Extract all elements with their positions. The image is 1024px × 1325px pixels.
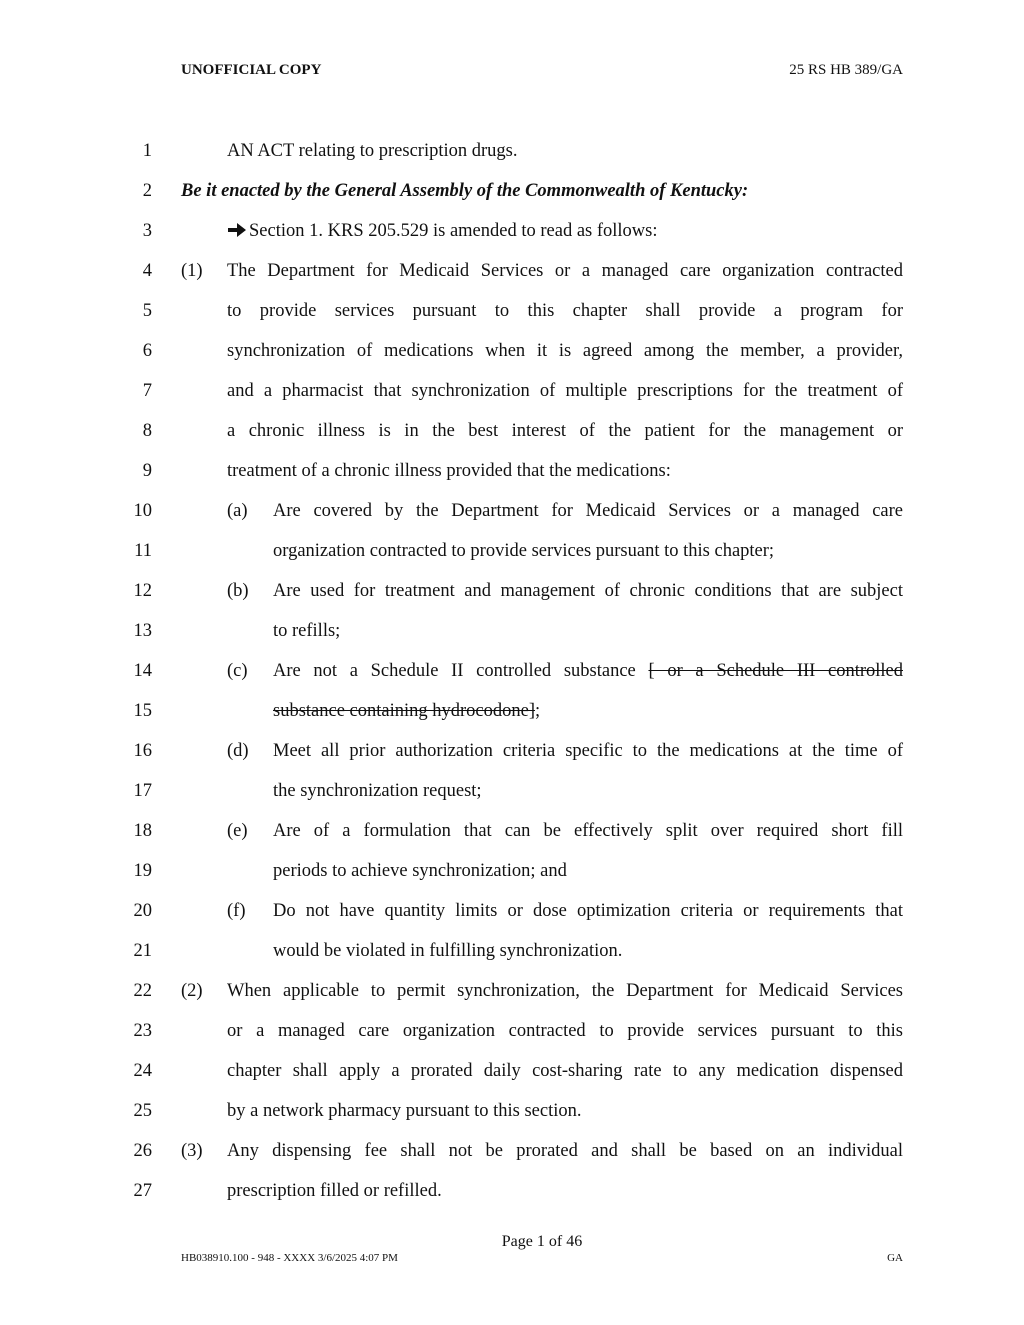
document-line [0, 498, 1024, 524]
section-heading: Section 1. KRS 205.529 is amended to read as follows: [249, 221, 658, 241]
line-text: to provide services pursuant to this chapter shall provide a program for [227, 301, 903, 321]
document-line [0, 618, 1024, 644]
line-text: ; [535, 701, 541, 721]
line-text: periods to achieve synchronization; and [273, 861, 567, 881]
paragraph-label: (c) [227, 661, 248, 681]
document-line [0, 898, 1024, 924]
act-title: AN ACT relating to prescription drugs. [227, 141, 518, 161]
paragraph-label: (e) [227, 821, 248, 841]
line-number: 1 [142, 141, 152, 161]
line-number: 24 [133, 1061, 152, 1081]
paragraph-label: (a) [227, 501, 248, 521]
line-number: 27 [133, 1181, 152, 1201]
line-text: by a network pharmacy pursuant to this section. [227, 1101, 582, 1121]
line-number: 26 [133, 1141, 152, 1161]
line-text: or a managed care organization contracted to provide services pursuant to this [227, 1021, 903, 1041]
line-text: the synchronization request; [273, 781, 482, 801]
line-text: prescription filled or refilled. [227, 1181, 442, 1201]
document-line [0, 1178, 1024, 1204]
document-line [0, 858, 1024, 884]
document-line [0, 458, 1024, 484]
page-number: Page 1 of 46 [501, 1233, 583, 1250]
line-number: 22 [133, 981, 152, 1001]
document-line [0, 658, 1024, 684]
line-number: 19 [133, 861, 152, 881]
line-text: treatment of a chronic illness provided that the medications: [227, 461, 671, 481]
document-id: HB038910.100 - 948 - XXXX 3/6/2025 4:07 PM [181, 1252, 398, 1264]
arrow-right-icon [227, 222, 247, 238]
document-line [0, 218, 1024, 244]
line-number: 9 [142, 461, 152, 481]
line-number: 16 [133, 741, 152, 761]
document-line [0, 938, 1024, 964]
line-number: 12 [133, 581, 152, 601]
line-text-with-deletion [273, 658, 903, 684]
subsection-label: (2) [181, 981, 203, 1001]
document-line [0, 1018, 1024, 1044]
line-number: 8 [142, 421, 152, 441]
document-line [0, 418, 1024, 444]
footer-right: GA [887, 1252, 903, 1264]
line-number: 11 [134, 541, 152, 561]
deleted-text: [ or a Schedule III controlled [648, 661, 903, 681]
subsection-label: (1) [181, 261, 203, 281]
line-text: Are not a Schedule II controlled substance [273, 661, 636, 681]
document-line [0, 978, 1024, 1004]
paragraph-label: (d) [227, 741, 249, 761]
line-number: 7 [142, 381, 152, 401]
line-text: synchronization of medications when it is agreed among the member, a provider, [227, 341, 903, 361]
document-line [0, 538, 1024, 564]
line-text: organization contracted to provide services pursuant to this chapter; [273, 541, 775, 561]
document-line [0, 738, 1024, 764]
line-number: 14 [133, 661, 152, 681]
section-heading-wrap [227, 218, 658, 244]
line-number: 5 [142, 301, 152, 321]
document-line [0, 578, 1024, 604]
document-line [0, 778, 1024, 804]
line-number: 13 [133, 621, 152, 641]
enacting-clause: Be it enacted by the General Assembly of the Commonwealth of Kentucky: [181, 181, 749, 201]
line-number: 25 [133, 1101, 152, 1121]
document-line [0, 698, 1024, 724]
line-number: 4 [142, 261, 152, 281]
line-text: Are used for treatment and management of chronic conditions that are subject [273, 581, 903, 601]
subsection-label: (3) [181, 1141, 203, 1161]
line-text: Meet all prior authorization criteria specific to the medications at the time of [273, 741, 903, 761]
line-text: would be violated in fulfilling synchronization. [273, 941, 623, 961]
line-number: 17 [133, 781, 152, 801]
paragraph-label: (b) [227, 581, 249, 601]
line-text-with-deletion [273, 698, 540, 724]
line-text: When applicable to permit synchronization, the Department for Medicaid Services [227, 981, 903, 1001]
line-number: 10 [133, 501, 152, 521]
line-text: chapter shall apply a prorated daily cost-sharing rate to any medication dispensed [227, 1061, 903, 1081]
header-right: 25 RS HB 389/GA [789, 62, 903, 78]
deleted-text: substance containing hydrocodone] [273, 701, 536, 721]
line-text: Do not have quantity limits or dose optimization criteria or requirements that [273, 901, 903, 921]
document-line [0, 378, 1024, 404]
line-number: 15 [133, 701, 152, 721]
line-text: to refills; [273, 621, 341, 641]
line-number: 2 [142, 181, 152, 201]
header-left: UNOFFICIAL COPY [181, 62, 322, 78]
line-number: 23 [133, 1021, 152, 1041]
document-line [0, 338, 1024, 364]
line-text: Any dispensing fee shall not be prorated and shall be based on an individual [227, 1141, 903, 1161]
document-line [0, 258, 1024, 284]
line-number: 21 [133, 941, 152, 961]
document-line [0, 1098, 1024, 1124]
line-text: a chronic illness is in the best interest of the patient for the management or [227, 421, 903, 441]
document-line [0, 178, 1024, 204]
line-number: 18 [133, 821, 152, 841]
line-text: and a pharmacist that synchronization of multiple prescriptions for the treatment of [227, 381, 903, 401]
line-number: 3 [142, 221, 152, 241]
paragraph-label: (f) [227, 901, 246, 921]
document-line [0, 298, 1024, 324]
line-text: Are of a formulation that can be effectively split over required short fill [273, 821, 903, 841]
document-line [0, 138, 1024, 164]
document-line [0, 1058, 1024, 1084]
line-number: 6 [142, 341, 152, 361]
line-text: The Department for Medicaid Services or a managed care organization contracted [227, 261, 903, 281]
document-line [0, 1138, 1024, 1164]
document-line [0, 818, 1024, 844]
line-text: Are covered by the Department for Medicaid Services or a managed care [273, 501, 903, 521]
line-number: 20 [133, 901, 152, 921]
